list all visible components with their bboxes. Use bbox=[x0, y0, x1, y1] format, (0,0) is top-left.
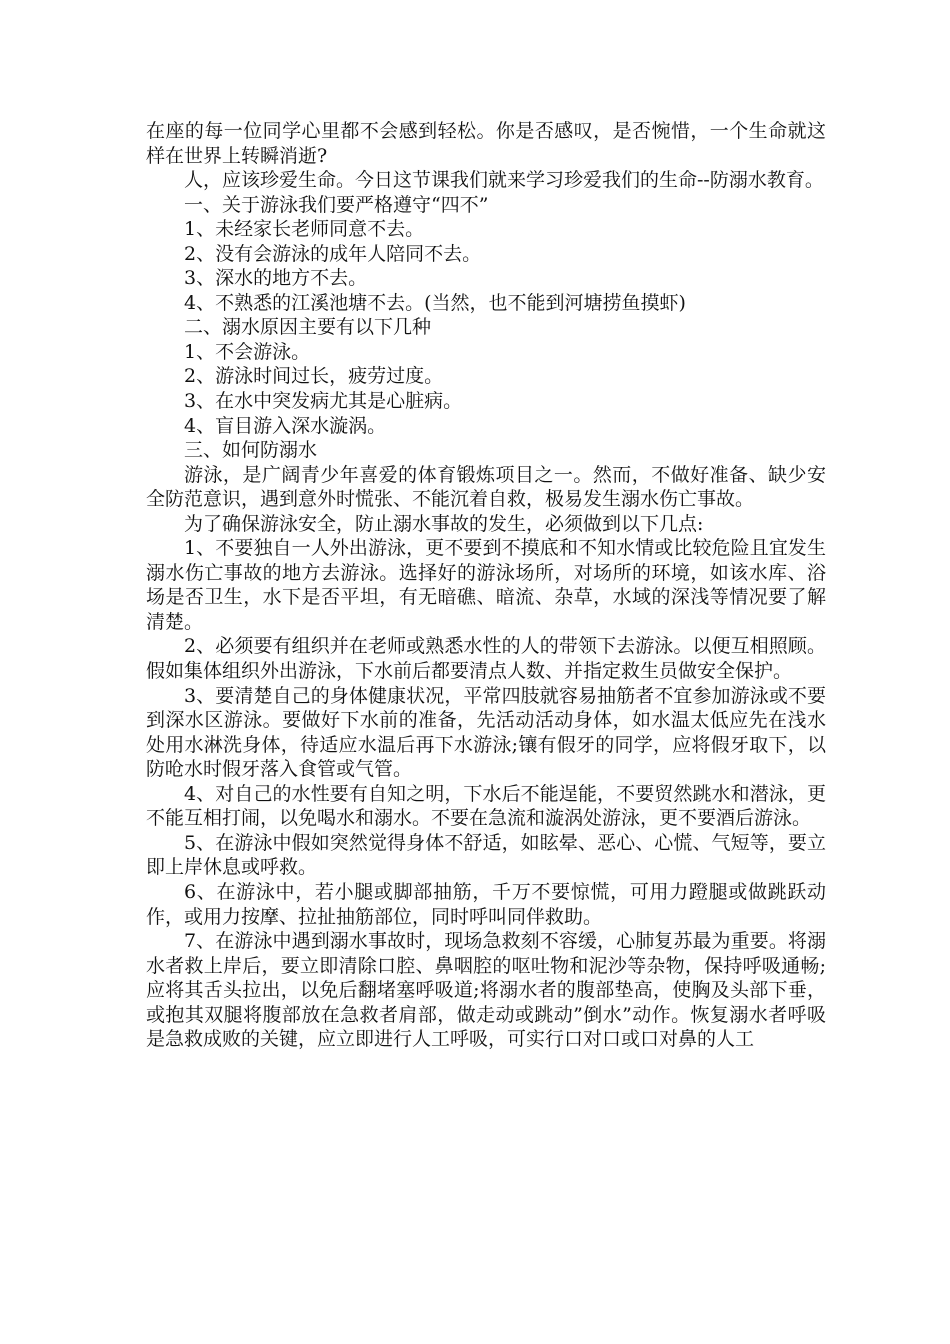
list-item-cause-3: 3、在水中突发病尤其是心脏病。 bbox=[184, 390, 463, 413]
list-item-point-7: 7、在游泳中遇到溺水事故时，现场急救刻不容缓，心肺复苏最为重要。将溺水者救上岸后，要立即清除口腔、鼻咽腔的呕吐物和泥沙等杂物，保持呼吸通畅;应将其舌头拉出，以免后翻堵塞呼吸道;将溺水者的腹部垫高，使胸及头部下垂，或抱其双腿将腹部放在急救者肩部，做走动或跳动”倒水”动作。恢复溺水者呼吸是急救成败的关键，应立即进行人工呼吸，可实行口对口或口对鼻的人工 bbox=[146, 930, 826, 1051]
list-item-cause-2: 2、游泳时间过长，疲劳过度。 bbox=[184, 365, 444, 388]
paragraph-cherish-life: 人，应该珍爱生命。今日这节课我们就来学习珍爱我们的生命--防溺水教育。 bbox=[184, 169, 824, 192]
list-item-rule-1: 1、未经家长老师同意不去。 bbox=[184, 218, 425, 241]
paragraph-swimming-intro: 游泳，是广阔青少年喜爱的体育锻炼项目之一。然而，不做好准备、缺少安全防范意识，遇到意外时慌张、不能沉着自救，极易发生溺水伤亡事故。 bbox=[146, 463, 826, 511]
section-heading-causes: 二、溺水原因主要有以下几种 bbox=[184, 316, 432, 339]
list-item-point-3: 3、要清楚自己的身体健康状况，平常四肢就容易抽筋者不宜参加游泳或不要到深水区游泳。要做好下水前的准备，先活动活动身体，如水温太低应先在浅水处用水淋洗身体，待适应水温后再下水游泳;镶有假牙的同学，应将假牙取下，以防呛水时假牙落入食管或气管。 bbox=[146, 684, 826, 781]
list-item-rule-2: 2、没有会游泳的成年人陪同不去。 bbox=[184, 242, 482, 265]
section-heading-prevention: 三、如何防溺水 bbox=[184, 439, 318, 462]
list-item-rule-4: 4、不熟悉的江溪池塘不去。(当然，也不能到河塘捞鱼摸虾) bbox=[184, 291, 686, 314]
list-item-point-6: 6、在游泳中，若小腿或脚部抽筋，千万不要惊慌，可用力蹬腿或做跳跃动作，或用力按摩、拉扯抽筋部位，同时呼叫同伴救助。 bbox=[146, 880, 826, 928]
list-item-rule-3: 3、深水的地方不去。 bbox=[184, 267, 368, 290]
list-item-point-5: 5、在游泳中假如突然觉得身体不舒适，如眩晕、恶心、心慌、气短等，要立即上岸休息或呼救。 bbox=[146, 831, 826, 879]
paragraph-intro-reflection: 在座的每一位同学心里都不会感到轻松。你是否感叹，是否惋惜，一个生命就这样在世界上转瞬消逝? bbox=[146, 120, 826, 167]
section-heading-four-nots: 一、关于游泳我们要严格遵守“四不” bbox=[184, 193, 489, 216]
paragraph-safety-points-intro: 为了确保游泳安全，防止溺水事故的发生，必须做到以下几点: bbox=[184, 512, 704, 535]
document-body bbox=[146, 119, 826, 1052]
list-item-point-1: 1、不要独自一人外出游泳，更不要到不摸底和不知水情或比较危险且宜发生溺水伤亡事故的地方去游泳。选择好的游泳场所，对场所的环境，如该水库、浴场是否卫生，水下是否平坦，有无暗礁、暗流、杂草，水域的深浅等情况要了解清楚。 bbox=[146, 537, 826, 633]
list-item-cause-4: 4、盲目游入深水漩涡。 bbox=[184, 414, 387, 437]
list-item-cause-1: 1、不会游泳。 bbox=[184, 340, 311, 363]
list-item-point-4: 4、对自己的水性要有自知之明，下水后不能逞能，不要贸然跳水和潜泳，更不能互相打闹，以免喝水和溺水。不要在急流和漩涡处游泳，更不要酒后游泳。 bbox=[146, 782, 826, 830]
list-item-point-2: 2、必须要有组织并在老师或熟悉水性的人的带领下去游泳。以便互相照顾。假如集体组织外出游泳，下水前后都要清点人数、并指定救生员做安全保护。 bbox=[146, 635, 826, 683]
